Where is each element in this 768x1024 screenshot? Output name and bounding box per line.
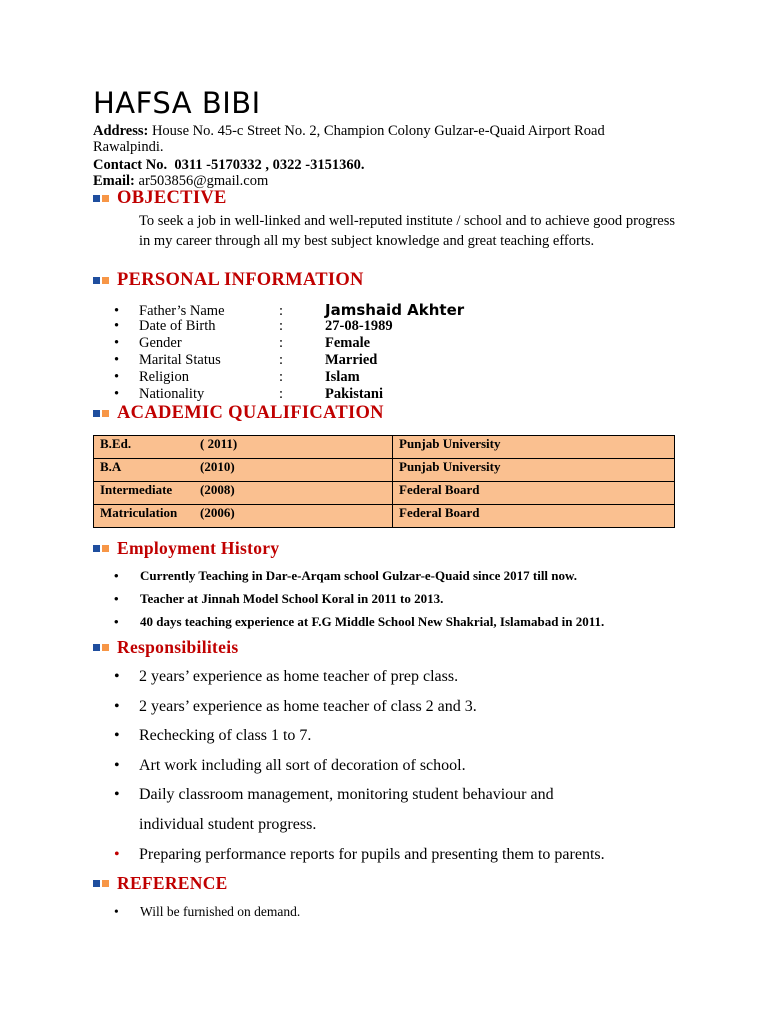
degree-name: Intermediate	[100, 482, 173, 497]
reference-heading	[93, 873, 228, 894]
degree-name: Matriculation	[100, 505, 178, 520]
list-item	[114, 614, 604, 630]
degree-name: B.A	[100, 459, 122, 474]
bullet-icon: •	[114, 386, 120, 402]
table-row	[94, 505, 675, 528]
table-row	[94, 482, 675, 505]
bullet-icon: •	[114, 698, 120, 715]
employment-item: 40 days teaching experience at F.G Middle School New Shakrial, Islamabad in 2011.	[140, 614, 605, 629]
blue-square-icon	[93, 644, 100, 651]
address-line	[93, 123, 605, 139]
blue-square-icon	[93, 277, 100, 284]
list-item-continuation	[139, 815, 316, 835]
bullet-icon: •	[114, 757, 120, 774]
degree-cell	[94, 459, 393, 482]
orange-square-icon	[102, 195, 109, 202]
academic-heading-text: ACADEMIC QUALIFICATION	[117, 403, 384, 423]
contact-value: 0311 -5170332 , 0322 -3151360.	[174, 157, 365, 173]
info-value: Pakistani	[325, 386, 384, 402]
degree-year: ( 2011)	[200, 436, 238, 451]
bullet-icon: •	[114, 369, 120, 385]
info-colon: :	[279, 369, 284, 385]
table-row	[94, 436, 675, 459]
info-value: Jamshaid Akhter	[325, 301, 465, 319]
responsibility-item: Art work including all sort of decoration of school.	[139, 757, 466, 774]
bullet-icon: •	[114, 318, 120, 334]
list-item	[114, 667, 458, 687]
info-colon: :	[279, 335, 284, 351]
list-item	[114, 785, 554, 805]
table-row	[94, 459, 675, 482]
orange-square-icon	[102, 644, 109, 651]
personal-info-row	[114, 352, 377, 369]
employment-heading	[93, 538, 279, 559]
address-label: Address:	[93, 123, 149, 139]
orange-square-icon	[102, 277, 109, 284]
email-value: ar503856@gmail.com	[138, 173, 269, 189]
bullet-icon: •	[114, 352, 120, 368]
bullet-icon: •	[114, 904, 119, 919]
bullet-icon: •	[114, 591, 119, 606]
info-label: Father’s Name	[139, 303, 225, 319]
email-line	[93, 173, 268, 189]
personal-info-heading	[93, 270, 364, 291]
objective-heading	[93, 188, 227, 209]
bullet-icon: •	[114, 668, 120, 685]
responsibility-item: 2 years’ experience as home teacher of class 2 and 3.	[139, 698, 477, 715]
info-label: Gender	[139, 335, 182, 351]
info-value: Female	[325, 335, 371, 351]
orange-square-icon	[102, 880, 109, 887]
personal-info-row	[114, 369, 360, 386]
institution-cell: Federal Board	[393, 505, 675, 528]
reference-item: Will be furnished on demand.	[140, 904, 301, 919]
personal-info-heading-text: PERSONAL INFORMATION	[117, 270, 364, 290]
responsibility-item: individual student progress.	[139, 816, 317, 833]
list-item	[114, 904, 300, 920]
bullet-icon: •	[114, 335, 120, 351]
bullet-icon: •	[114, 303, 120, 319]
info-label: Date of Birth	[139, 318, 216, 334]
degree-name: B.Ed.	[100, 436, 132, 451]
academic-table	[93, 435, 675, 528]
contact-label: Contact No.	[93, 157, 168, 173]
degree-cell	[94, 436, 393, 459]
degree-year: (2006)	[200, 505, 235, 520]
degree-year: (2008)	[200, 482, 235, 497]
responsibility-item: 2 years’ experience as home teacher of prep class.	[139, 668, 459, 685]
institution-cell: Federal Board	[393, 482, 675, 505]
bullet-icon: •	[114, 846, 120, 863]
responsibility-item: Daily classroom management, monitoring student behaviour and	[139, 786, 554, 803]
responsibilities-heading-text: Responsibiliteis	[117, 637, 239, 657]
blue-square-icon	[93, 880, 100, 887]
info-value: Islam	[325, 369, 360, 385]
responsibilities-heading	[93, 637, 239, 658]
list-item	[114, 845, 605, 865]
list-item	[114, 568, 577, 584]
bullet-icon: •	[114, 568, 119, 583]
employment-item: Teacher at Jinnah Model School Koral in 2011 to 2013.	[140, 591, 444, 606]
personal-info-row	[114, 335, 370, 352]
institution-cell: Punjab University	[393, 459, 675, 482]
institution-cell: Punjab University	[393, 436, 675, 459]
address-value: House No. 45-c Street No. 2, Champion Colony Gulzar-e-Quaid Airport Road	[151, 123, 605, 139]
personal-info-row	[114, 318, 393, 335]
list-item	[114, 697, 477, 717]
responsibility-item: Rechecking of class 1 to 7.	[139, 727, 312, 744]
employment-item: Currently Teaching in Dar-e-Arqam school Gulzar-e-Quaid since 2017 till now.	[140, 568, 577, 583]
info-label: Nationality	[139, 386, 205, 402]
blue-square-icon	[93, 195, 100, 202]
info-label: Marital Status	[139, 352, 221, 368]
info-colon: :	[279, 386, 284, 402]
candidate-name: HAFSA BIBI	[93, 86, 261, 120]
objective-text: To seek a job in well-linked and well-reputed institute / school and to achieve good progress in my career through all my best subject knowledge and great teaching efforts.	[139, 213, 675, 249]
degree-cell	[94, 505, 393, 528]
responsibility-item: Preparing performance reports for pupils and presenting them to parents.	[139, 846, 605, 863]
info-colon: :	[279, 318, 284, 334]
bullet-icon: •	[114, 614, 119, 629]
address-line-2: Rawalpindi.	[93, 139, 164, 155]
info-value: 27-08-1989	[325, 318, 393, 334]
personal-info-row	[114, 301, 464, 318]
bullet-icon: •	[114, 727, 120, 744]
bullet-icon: •	[114, 786, 120, 803]
list-item	[114, 591, 443, 607]
info-colon: :	[279, 352, 284, 368]
personal-info-row	[114, 386, 383, 403]
employment-heading-text: Employment History	[117, 538, 280, 558]
info-colon: :	[279, 303, 284, 319]
list-item	[114, 756, 466, 776]
orange-square-icon	[102, 545, 109, 552]
academic-heading	[93, 403, 384, 424]
objective-heading-text: OBJECTIVE	[117, 188, 227, 208]
orange-square-icon	[102, 410, 109, 417]
email-label: Email:	[93, 173, 135, 189]
list-item	[114, 726, 311, 746]
blue-square-icon	[93, 545, 100, 552]
blue-square-icon	[93, 410, 100, 417]
info-value: Married	[325, 352, 378, 368]
degree-cell	[94, 482, 393, 505]
contact-line	[93, 157, 364, 173]
info-label: Religion	[139, 369, 189, 385]
reference-heading-text: REFERENCE	[117, 873, 228, 893]
degree-year: (2010)	[200, 459, 235, 474]
